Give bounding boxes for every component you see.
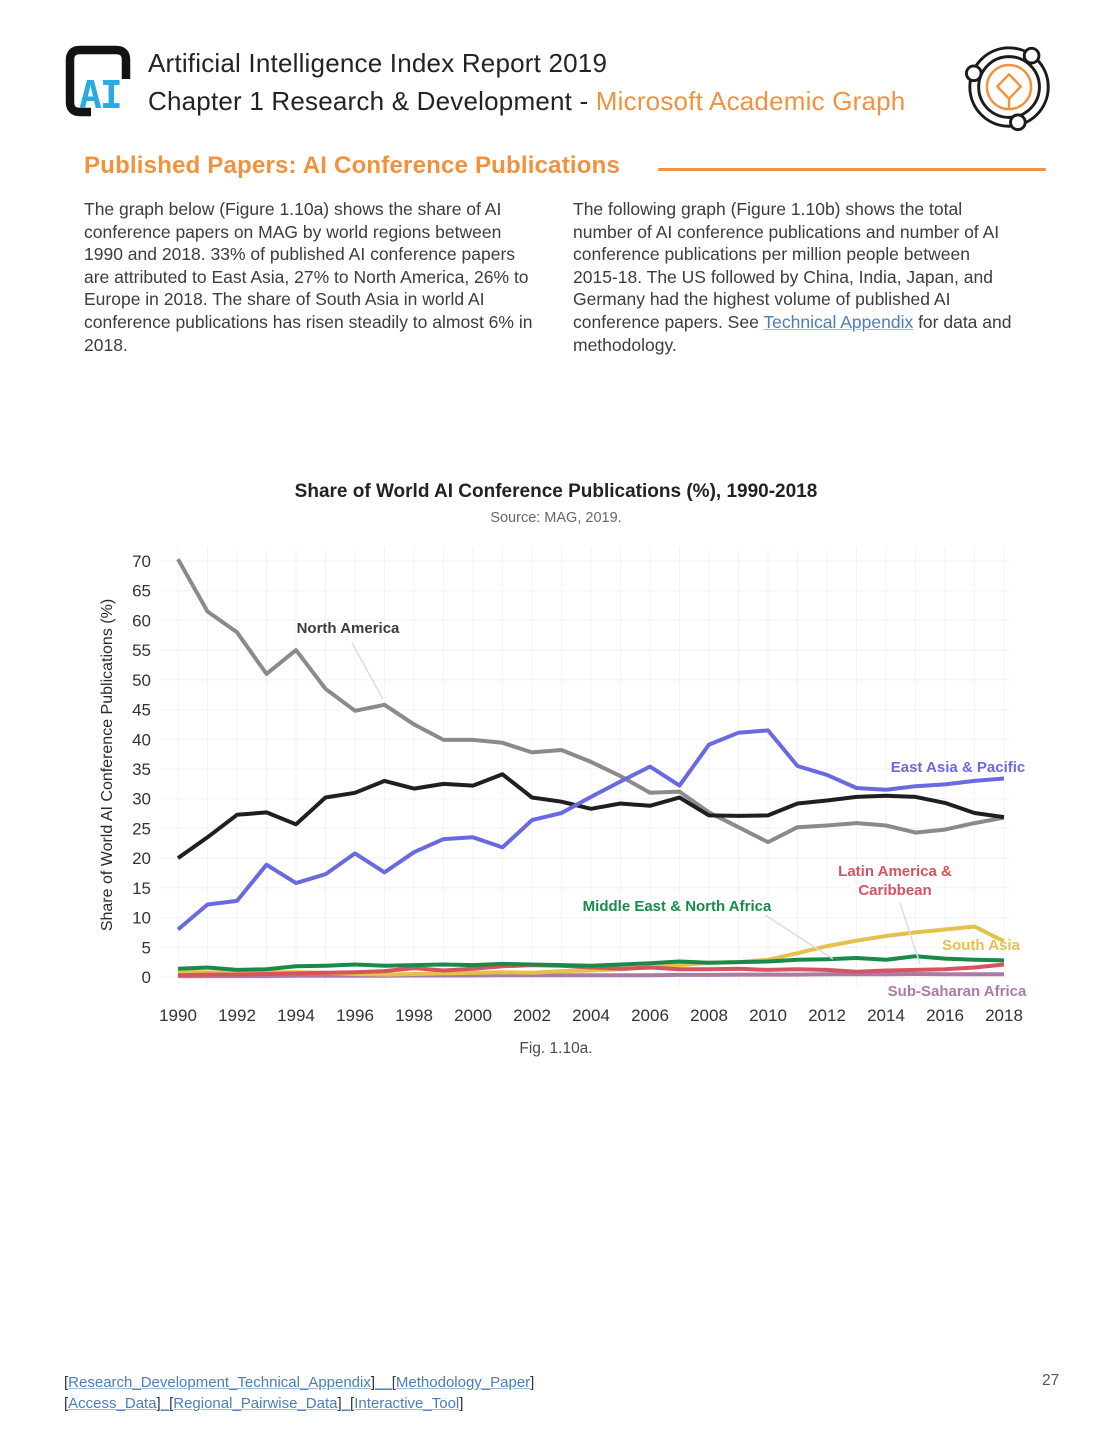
footer-bracket: [ — [350, 1395, 355, 1412]
figure-caption: Fig. 1.10a. — [519, 1040, 593, 1057]
section-heading: Published Papers: AI Conference Publications — [84, 152, 621, 179]
annotation-leader-north-america — [352, 643, 383, 699]
footer-bracket: [ — [64, 1374, 69, 1391]
footer-link[interactable]: Interactive_Tool — [354, 1395, 460, 1412]
y-tick-label: 30 — [132, 789, 151, 809]
series-label-middle-east-north-africa: Middle East & North Africa — [582, 898, 772, 915]
footer-bracket: ] — [156, 1395, 161, 1412]
x-tick-label: 2008 — [690, 1006, 728, 1025]
y-tick-label: 25 — [132, 819, 151, 839]
y-tick-label: 10 — [132, 908, 151, 928]
y-tick-label: 50 — [132, 670, 151, 690]
footer-link[interactable]: __ — [375, 1374, 392, 1391]
report-title: Artificial Intelligence Index Report 2019 — [148, 48, 608, 78]
technical-appendix-link[interactable]: Technical Appendix — [763, 311, 914, 332]
intro-right-text-after: for data and methodology. — [573, 311, 1012, 355]
y-axis-title: Share of World AI Conference Publications (%) — [99, 598, 116, 932]
x-tick-label: 1998 — [395, 1006, 433, 1025]
x-tick-label: 1990 — [159, 1006, 197, 1025]
series-label-latin-america-caribbean: Latin America & — [838, 863, 952, 880]
line-chart — [85, 535, 1030, 1040]
chapter-subtitle-prefix: Chapter 1 Research & Development - — [148, 86, 596, 116]
x-tick-label: 2018 — [985, 1006, 1023, 1025]
x-tick-label: 1996 — [336, 1006, 374, 1025]
footer-links — [64, 1372, 534, 1414]
footer-bracket: ] — [370, 1374, 376, 1391]
x-tick-label: 2014 — [867, 1006, 905, 1025]
y-tick-label: 60 — [132, 611, 151, 631]
chart-source: Source: MAG, 2019. — [490, 510, 622, 526]
footer-link[interactable]: _ — [160, 1395, 170, 1412]
y-tick-label: 15 — [132, 878, 151, 898]
y-tick-label: 20 — [132, 849, 151, 869]
footer-links-line2 — [64, 1393, 534, 1414]
series-label-sub-saharan-africa: Sub-Saharan Africa — [887, 983, 1027, 1000]
chapter-subtitle — [148, 86, 905, 117]
chart-area — [85, 535, 1030, 1040]
y-tick-label: 45 — [132, 700, 151, 720]
y-tick-label: 70 — [132, 551, 151, 571]
y-tick-label: 55 — [132, 641, 151, 661]
y-tick-label: 40 — [132, 730, 151, 750]
series-label-south-asia: South Asia — [942, 937, 1020, 954]
footer-bracket: ] — [459, 1395, 464, 1412]
orbit-diamond-icon — [962, 38, 1060, 138]
chart-title: Share of World AI Conference Publications (%), 1990-2018 — [294, 481, 818, 502]
footer-bracket: ] — [530, 1374, 535, 1391]
x-tick-label: 2004 — [572, 1006, 610, 1025]
footer-bracket: ] — [337, 1395, 342, 1412]
footer-bracket: [ — [391, 1374, 396, 1391]
heading-rule — [658, 168, 1046, 171]
x-tick-label: 1994 — [277, 1006, 315, 1025]
y-tick-label: 65 — [132, 581, 151, 601]
report-header-titles — [148, 48, 905, 117]
footer-link[interactable]: Research_Development_Technical_Appendix — [68, 1374, 371, 1391]
x-tick-label: 2000 — [454, 1006, 492, 1025]
y-tick-label: 35 — [132, 759, 151, 779]
intro-paragraph-left: The graph below (Figure 1.10a) shows the share of AI conference papers on MAG by world regions between 1990 and 2018. 33% of published AI conference papers are attributed to East Asia, 27% to North America, 26% to Europe in 2018. The share of South Asia in world AI conference publications has risen steadily to almost 6% in 2018. — [84, 199, 533, 355]
page-number: 27 — [1042, 1372, 1060, 1389]
footer-link[interactable]: Regional_Pairwise_Data — [173, 1395, 338, 1412]
y-tick-label: 5 — [141, 938, 151, 958]
intro-right-text: The following graph (Figure 1.10b) shows the total number of AI conference publications and number of AI conference publications per million people between 2015-18. The US followed by China, India, Japan, and Germany had the highest volume of published AI conference papers. See — [573, 199, 1000, 332]
footer-links-line1 — [64, 1372, 534, 1393]
footer-bracket: [ — [64, 1395, 69, 1412]
series-label-latin-america-caribbean: Caribbean — [858, 882, 932, 899]
x-tick-label: 2016 — [926, 1006, 964, 1025]
x-tick-label: 2010 — [749, 1006, 787, 1025]
footer-link[interactable]: Access_Data — [68, 1395, 157, 1412]
footer-link[interactable]: _ — [341, 1395, 351, 1412]
x-tick-label: 2002 — [513, 1006, 551, 1025]
x-tick-label: 2006 — [631, 1006, 669, 1025]
ai-index-logo-graphic — [63, 45, 135, 117]
x-tick-label: 1992 — [218, 1006, 256, 1025]
series-label-east-asia-pacific: East Asia & Pacific — [890, 759, 1026, 776]
ai-index-logo — [63, 45, 135, 117]
footer-link[interactable]: Methodology_Paper — [395, 1374, 531, 1391]
x-tick-label: 2012 — [808, 1006, 846, 1025]
chapter-icon — [962, 38, 1060, 138]
y-tick-label: 0 — [141, 968, 151, 987]
footer-bracket: [ — [169, 1395, 174, 1412]
chapter-subtitle-highlight: Microsoft Academic Graph — [595, 86, 906, 116]
logo-ai-text: AI — [79, 73, 121, 117]
series-label-north-america: North America — [296, 620, 400, 637]
intro-paragraph-right — [573, 198, 1016, 356]
